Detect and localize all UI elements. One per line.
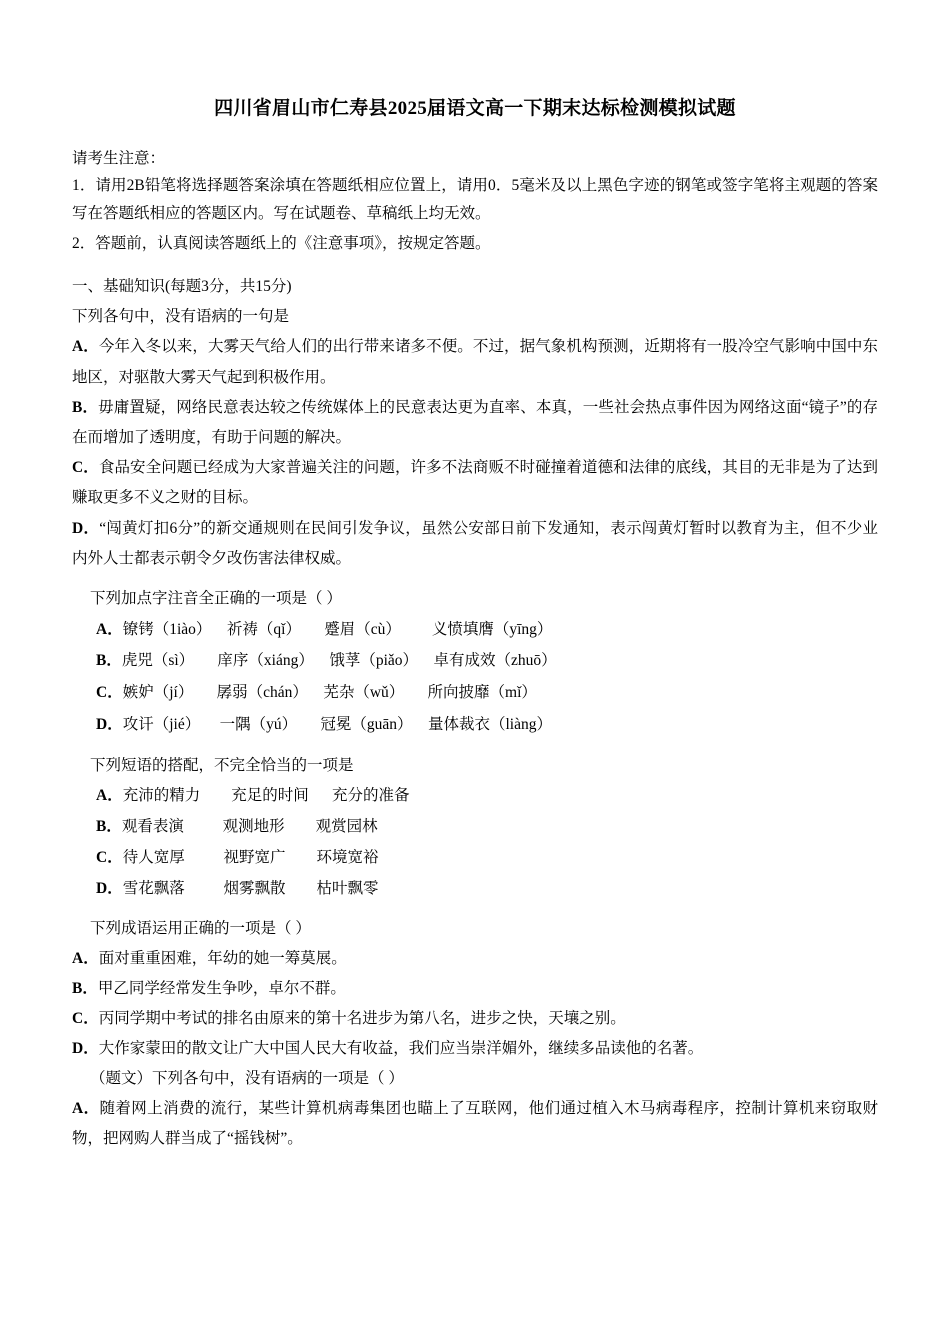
question-3-option-a <box>72 780 878 811</box>
question-5-stem: （题文）下列各句中，没有语病的一项是（ ） <box>90 1070 404 1088</box>
question-1-stem: 下列各句中，没有语病的一句是 <box>72 307 290 325</box>
question-1-option-d <box>72 514 878 574</box>
option-text: 食品安全问题已经成为大家普遍关注的问题，许多不法商贩不时碰撞着道德和法律的底线，其目的无非是为了达到赚取更多不义之财的目标。 <box>72 459 878 507</box>
option-text: 待人宽厚 视野宽广 环境宽裕 <box>122 849 379 867</box>
question-4-stem: 下列成语运用正确的一项是（ ） <box>90 920 311 938</box>
question-2-stem: 下列加点字注音全正确的一项是（ ） <box>90 590 342 608</box>
question-2-option-d <box>72 709 878 741</box>
question-1-option-b <box>72 393 878 453</box>
question-4-option-c <box>72 1004 878 1034</box>
option-label: D． <box>72 519 100 537</box>
option-label: B． <box>72 979 98 997</box>
option-text: 面对重重困难，年幼的她一筹莫展。 <box>98 949 347 967</box>
question-3-option-c <box>72 842 878 873</box>
option-label: A． <box>96 620 123 638</box>
option-label: A． <box>72 338 99 356</box>
option-text: 甲乙同学经常发生争吵，卓尔不群。 <box>97 979 346 997</box>
option-text: 毋庸置疑，网络民意表达较之传统媒体上的民意表达更为直率、本真，一些社会热点事件因为网络这面“镜子”的存在而增加了透明度，有助于问题的解决。 <box>72 398 878 447</box>
option-label: D． <box>72 1040 99 1058</box>
question-1-option-a <box>72 332 878 392</box>
option-label: B． <box>96 652 122 670</box>
question-3-option-d <box>72 873 878 904</box>
question-3-stem: 下列短语的搭配，不完全恰当的一项是 <box>90 756 354 774</box>
option-label: D． <box>96 880 123 898</box>
option-label: C． <box>72 1009 99 1027</box>
option-label: B． <box>72 398 99 416</box>
question-2-option-c <box>72 677 878 709</box>
question-2-option-b <box>72 645 878 677</box>
section-heading-1: 一、基础知识(每题3分，共15分) <box>72 278 292 296</box>
question-5-option-a <box>72 1094 878 1154</box>
option-text: 今年入冬以来，大雾天气给人们的出行带来诸多不便。不过，据气象机构预测，近期将有一股冷空气影响中国中东地区，对驱散大雾天气起到积极作用。 <box>72 338 878 386</box>
option-label: C． <box>72 459 99 477</box>
option-text: 随着网上消费的流行，某些计算机病毒集团也瞄上了互联网，他们通过植入木马病毒程序，控制计算机来窃取财物，把网购人群当成了“摇钱树”。 <box>72 1099 878 1148</box>
option-text: 雪花飘落 烟雾飘散 枯叶飘零 <box>122 880 379 898</box>
option-label: B． <box>96 818 122 836</box>
option-text: 充沛的精力 充足的时间 充分的准备 <box>122 787 410 805</box>
question-4-option-a <box>72 944 878 974</box>
option-text: 丙同学期中考试的排名由原来的第十名进步为第八名，进步之快，天壤之别。 <box>98 1009 626 1027</box>
option-text: 大作家蒙田的散文让广大中国人民大有收益，我们应当崇洋媚外，继续多品读他的名著。 <box>98 1040 704 1058</box>
notice-item-2: 2．答题前，认真阅读答题纸上的《注意事项》，按规定答题。 <box>72 234 491 252</box>
option-text: 嫉妒（jí） 孱弱（chán） 芜杂（wǔ） 所向披靡（mǐ） <box>122 684 537 702</box>
option-text: “闯黄灯扣6分”的新交通规则在民间引发争议，虽然公安部日前下发通知，表示闯黄灯暂时以教育为主，但不少业内外人士都表示朝令夕改伤害法律权威。 <box>72 519 878 567</box>
option-label: A． <box>72 1099 100 1117</box>
option-label: A． <box>72 949 99 967</box>
option-label: C． <box>96 849 123 867</box>
option-label: D． <box>96 715 123 733</box>
option-text: 观看表演 观测地形 观赏园林 <box>121 818 378 836</box>
question-3-option-b <box>72 811 878 842</box>
option-text: 攻讦（jié） 一隅（yú） 冠冕（guān） 量体裁衣（liàng） <box>122 715 552 733</box>
option-label: C． <box>96 684 123 702</box>
option-text: 镣铐（1iào） 祈祷（qǐ） 蹙眉（cù） 义愤填膺（yīng） <box>122 620 553 638</box>
option-text: 虎兕（sì） 庠序（xiáng） 饿莩（piǎo） 卓有成效（zhuō） <box>121 652 557 670</box>
page-title: 四川省眉山市仁寿县2025届语文高一下期末达标检测模拟试题 <box>214 98 736 119</box>
question-4-option-d <box>72 1034 878 1064</box>
question-1-option-c <box>72 453 878 513</box>
notice-item-1: 1．请用2B铅笔将选择题答案涂填在答题纸相应位置上，请用0．5毫米及以上黑色字迹的钢笔或签字笔将主观题的答案写在答题纸相应的答题区内。写在试题卷、草稿纸上均无效。 <box>72 177 878 223</box>
question-2-option-a <box>72 614 878 646</box>
option-label: A． <box>96 787 123 805</box>
notice-heading: 请考生注意： <box>72 149 166 167</box>
question-4-option-b <box>72 974 878 1004</box>
